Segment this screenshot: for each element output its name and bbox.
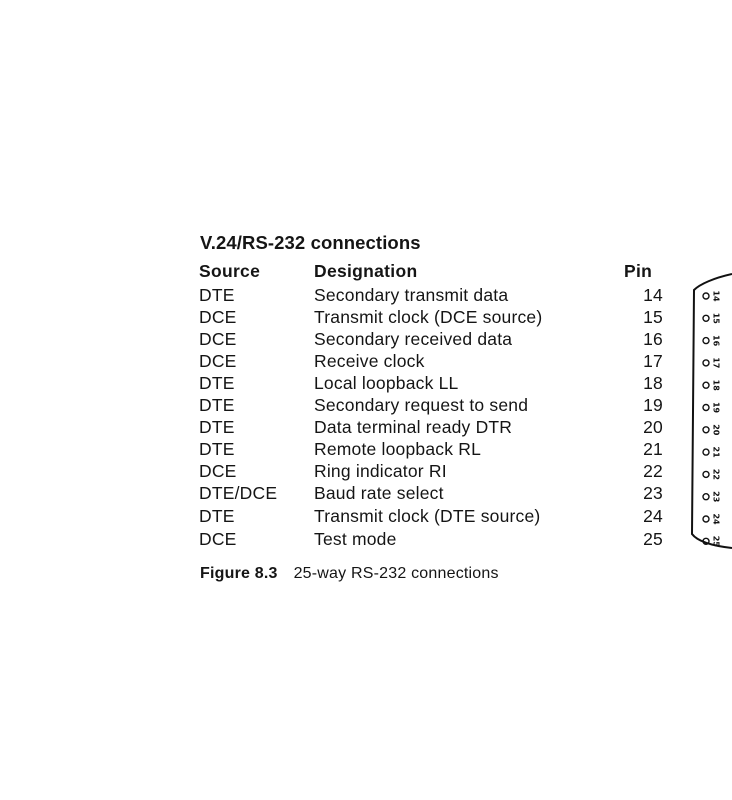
table-row <box>0 328 732 350</box>
row-designation: Baud rate select <box>314 483 444 503</box>
row-pin: 21 <box>643 439 663 459</box>
row-designation: Local loopback LL <box>314 373 459 393</box>
row-designation: Secondary request to send <box>314 395 529 415</box>
table-row <box>0 505 732 527</box>
row-source: DTE <box>199 439 235 459</box>
table-row <box>0 416 732 438</box>
connector-pin-label: 23 <box>711 491 721 503</box>
header-source: Source <box>199 261 261 281</box>
row-pin: 24 <box>643 506 663 526</box>
connector-pin-label: 22 <box>711 468 721 480</box>
header-pin: Pin <box>624 261 653 281</box>
figure-caption <box>200 565 499 583</box>
row-source: DTE <box>199 506 235 526</box>
table-row <box>0 284 732 306</box>
table-row <box>0 306 732 328</box>
row-source: DCE <box>199 529 237 549</box>
connector-pins <box>703 290 721 547</box>
connector-pin-label: 14 <box>711 290 721 302</box>
connector-pin <box>703 494 709 500</box>
table-row <box>0 482 732 504</box>
connector-pin <box>703 293 709 299</box>
connector-pin <box>703 382 709 388</box>
row-pin: 20 <box>643 417 663 437</box>
table-row <box>0 394 732 416</box>
header-designation: Designation <box>314 261 418 281</box>
connector-pin <box>703 471 709 477</box>
table-row <box>0 528 732 550</box>
row-designation: Data terminal ready DTR <box>314 417 513 437</box>
connector-pin-label: 17 <box>711 357 721 369</box>
connector-pin-label: 20 <box>711 424 721 436</box>
caption-text: 25-way RS-232 connections <box>293 565 499 582</box>
db25-connector-icon <box>686 272 732 552</box>
row-designation: Remote loopback RL <box>314 439 482 459</box>
connector-pin-label: 15 <box>711 312 721 324</box>
row-pin: 17 <box>643 351 663 371</box>
row-source: DTE <box>199 395 235 415</box>
table-row <box>0 372 732 394</box>
table-row <box>0 350 732 372</box>
row-designation: Receive clock <box>314 351 425 371</box>
row-designation: Secondary received data <box>314 329 513 349</box>
page-title: V.24/RS-232 connections <box>200 232 421 253</box>
row-source: DCE <box>199 461 237 481</box>
connector-pin-label: 16 <box>711 335 721 347</box>
table-header <box>0 260 732 282</box>
row-designation: Ring indicator RI <box>314 461 447 481</box>
connector-pin <box>703 516 709 522</box>
row-source: DTE <box>199 417 235 437</box>
connector-pin-label: 21 <box>711 446 721 458</box>
row-designation: Transmit clock (DTE source) <box>314 506 541 526</box>
connector-pin <box>703 338 709 344</box>
row-source: DTE/DCE <box>199 483 278 503</box>
row-designation: Transmit clock (DCE source) <box>314 307 543 327</box>
row-designation: Secondary transmit data <box>314 285 509 305</box>
connector-pin-label: 25 <box>711 535 721 547</box>
row-pin: 16 <box>643 329 663 349</box>
row-pin: 23 <box>643 483 663 503</box>
row-pin: 14 <box>643 285 663 305</box>
table-row <box>0 460 732 482</box>
row-source: DTE <box>199 285 235 305</box>
row-source: DTE <box>199 373 235 393</box>
row-source: DCE <box>199 329 237 349</box>
row-source: DCE <box>199 351 237 371</box>
connector-pin <box>703 360 709 366</box>
connector-pin <box>703 315 709 321</box>
row-pin: 22 <box>643 461 663 481</box>
caption-label: Figure 8.3 <box>200 565 278 582</box>
connector-pin <box>703 405 709 411</box>
row-source: DCE <box>199 307 237 327</box>
connector-pin-label: 19 <box>711 401 721 414</box>
connector-pin-label: 18 <box>711 379 721 391</box>
connector-pin <box>703 449 709 455</box>
row-pin: 15 <box>643 307 663 327</box>
connector-pin <box>703 427 709 433</box>
table-row <box>0 438 732 460</box>
connector-pin-label: 24 <box>711 513 721 525</box>
row-pin: 18 <box>643 373 663 393</box>
row-designation: Test mode <box>314 529 397 549</box>
row-pin: 25 <box>643 529 663 549</box>
row-pin: 19 <box>643 395 663 415</box>
